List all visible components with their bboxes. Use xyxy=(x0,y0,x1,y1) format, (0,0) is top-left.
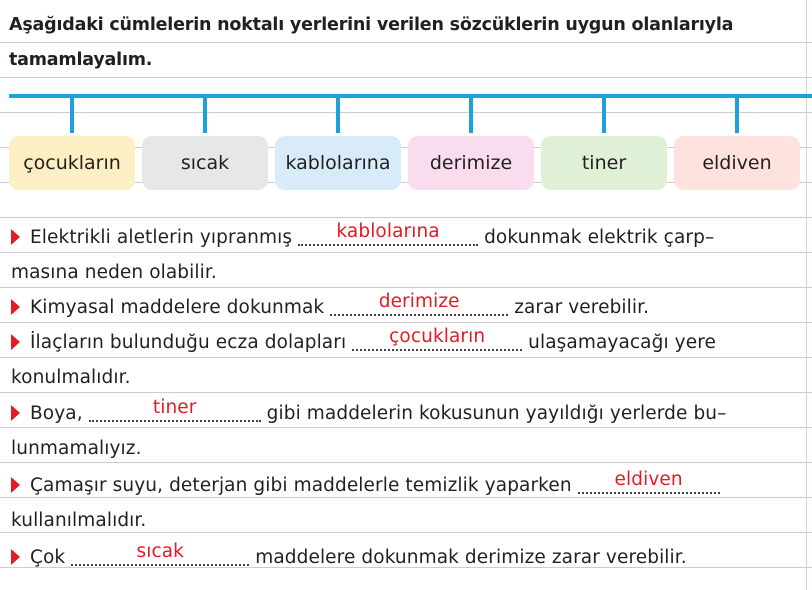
answer-text: çocukların xyxy=(389,326,486,347)
sentence-text: Çok xyxy=(30,547,66,568)
sentence-text: Çamaşır suyu, deterjan gibi maddelerle temizlik yaparken xyxy=(30,475,572,496)
sentence-1-line-1 xyxy=(11,220,806,255)
bullet-icon xyxy=(11,334,20,350)
sentence-text: dokunmak elektrik çarp– xyxy=(484,227,715,248)
sentence-text: kullanılmalıdır. xyxy=(11,510,147,531)
answer-text: kablolarına xyxy=(336,221,440,242)
answer-text: eldiven xyxy=(614,469,683,490)
sentence-text: gibi maddelerin kokusunun yayıldığı yerlerde bu– xyxy=(266,403,727,424)
instruction-title: Aşağıdaki cümlelerin noktalı yerlerini verilen sözcüklerin uygun olanlarıyla tamamlayalım. xyxy=(9,15,734,70)
word-tree-stem xyxy=(735,97,739,133)
word-bank-item: derimize xyxy=(408,136,534,190)
word-tree-stem xyxy=(469,97,473,133)
word-tree-stem xyxy=(70,97,74,133)
word-tree-stem xyxy=(203,97,207,133)
sentence-2-line-1 xyxy=(11,290,806,325)
sentence-5-line-1 xyxy=(11,468,806,503)
sentence-text: ulaşamayacağı yere xyxy=(528,332,716,353)
sentence-1-line-2 xyxy=(11,255,806,290)
sentence-3-line-1 xyxy=(11,325,806,360)
bullet-icon xyxy=(11,299,20,315)
answer-blank xyxy=(578,469,720,494)
sentence-4-line-2 xyxy=(11,431,806,466)
bullet-icon xyxy=(11,477,20,493)
answer-text: derimize xyxy=(378,291,460,312)
sentence-text: Boya, xyxy=(30,403,83,424)
sentence-4-line-1 xyxy=(11,396,806,431)
answer-blank xyxy=(71,541,249,566)
sentence-text: Kimyasal maddelere dokunmak xyxy=(30,297,325,318)
sentence-text: konulmalıdır. xyxy=(11,367,131,388)
answer-blank xyxy=(89,397,261,422)
answer-text: sıcak xyxy=(136,541,184,562)
bullet-icon xyxy=(11,405,20,421)
word-bank-item: çocukların xyxy=(9,136,135,190)
word-bank-item: eldiven xyxy=(674,136,800,190)
sentence-3-line-2 xyxy=(11,360,806,395)
bullet-icon xyxy=(11,549,20,565)
word-tree-bar xyxy=(9,94,812,98)
answer-blank xyxy=(330,291,508,316)
word-tree-stem xyxy=(336,97,340,133)
sentence-text: maddelere dokunmak derimize zarar verebilir. xyxy=(255,547,687,568)
answer-blank xyxy=(352,326,522,351)
word-bank-item: sıcak xyxy=(142,136,268,190)
word-bank-item: tiner xyxy=(541,136,667,190)
word-bank-item: kablolarına xyxy=(275,136,401,190)
sentence-text: lunmamalıyız. xyxy=(11,438,142,459)
word-tree-stem xyxy=(602,97,606,133)
answer-text: tiner xyxy=(152,397,197,418)
answer-blank xyxy=(298,221,478,246)
sentence-5-line-2 xyxy=(11,503,806,538)
sentence-text: İlaçların bulunduğu ecza dolapları xyxy=(30,332,347,353)
sentence-6-line-1 xyxy=(11,540,806,575)
bullet-icon xyxy=(11,229,20,245)
sentence-text: zarar verebilir. xyxy=(514,297,650,318)
sentence-text: masına neden olabilir. xyxy=(11,262,217,283)
sentence-text: Elektrikli aletlerin yıpranmış xyxy=(30,227,293,248)
